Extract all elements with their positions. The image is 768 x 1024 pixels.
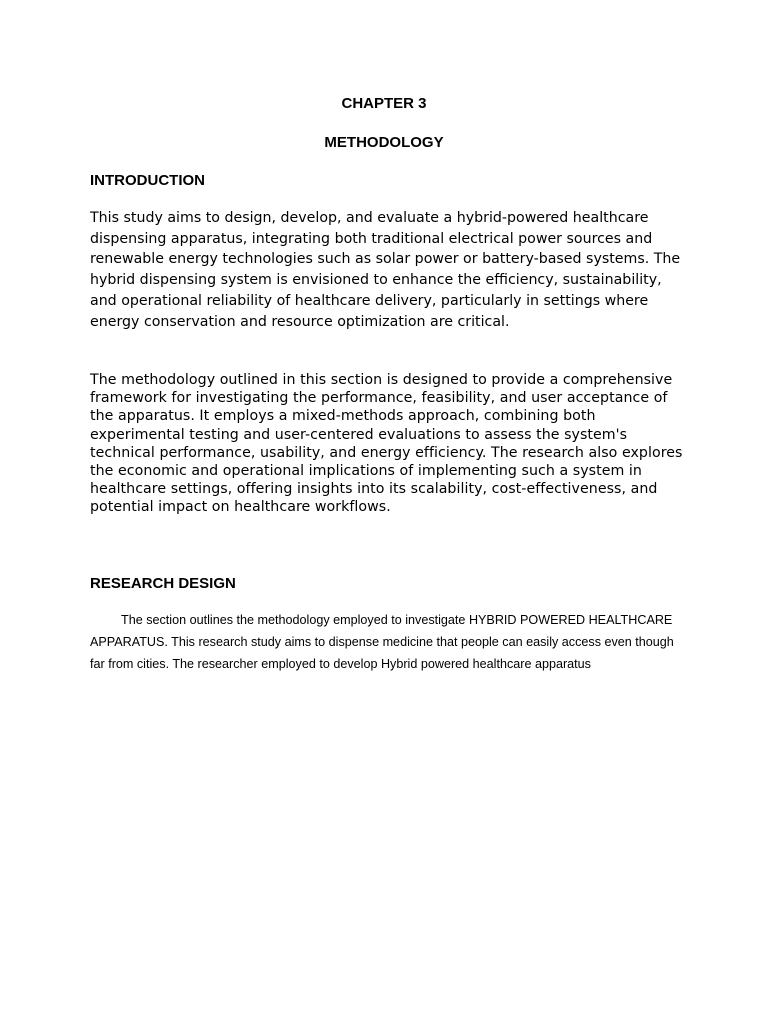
introduction-paragraph-1: This study aims to design, develop, and evaluate a hybrid-powered healthcare dispensing apparatus, integrating both traditional electrical power sources and renewable energy technologies such as solar power or battery-based systems. The hybrid dispensing system is envisioned to enhance the efficiency, sustainability, and operational reliability of healthcare delivery, particularly in settings where energy conservation and resource optimization are critical. bbox=[90, 210, 681, 330]
chapter-title-heading: METHODOLOGY bbox=[324, 134, 444, 151]
introduction-paragraph-2: The methodology outlined in this section is designed to provide a comprehensive framework for investigating the performance, feasibility, and user acceptance of the apparatus. It employs a mixed-methods approach, combining both experimental testing and user-centered evaluations to assess the system's technical performance, usability, and energy efficiency. The research also explores the economic and operational implications of implementing such a system in healthcare settings, offering insights into its scalability, cost-effectiveness, and potential impact on healthcare workflows. bbox=[90, 372, 683, 516]
research-design-paragraph: The section outlines the methodology employed to investigate HYBRID POWERED HEALTHCARE APPARATUS. This research study aims to dispense medicine that people can easily access even though far from cities. The researcher employed to develop Hybrid powered healthcare apparatus bbox=[90, 613, 674, 671]
chapter-number-heading: CHAPTER 3 bbox=[341, 95, 427, 112]
introduction-heading: INTRODUCTION bbox=[90, 172, 205, 189]
research-design-heading: RESEARCH DESIGN bbox=[90, 575, 236, 592]
